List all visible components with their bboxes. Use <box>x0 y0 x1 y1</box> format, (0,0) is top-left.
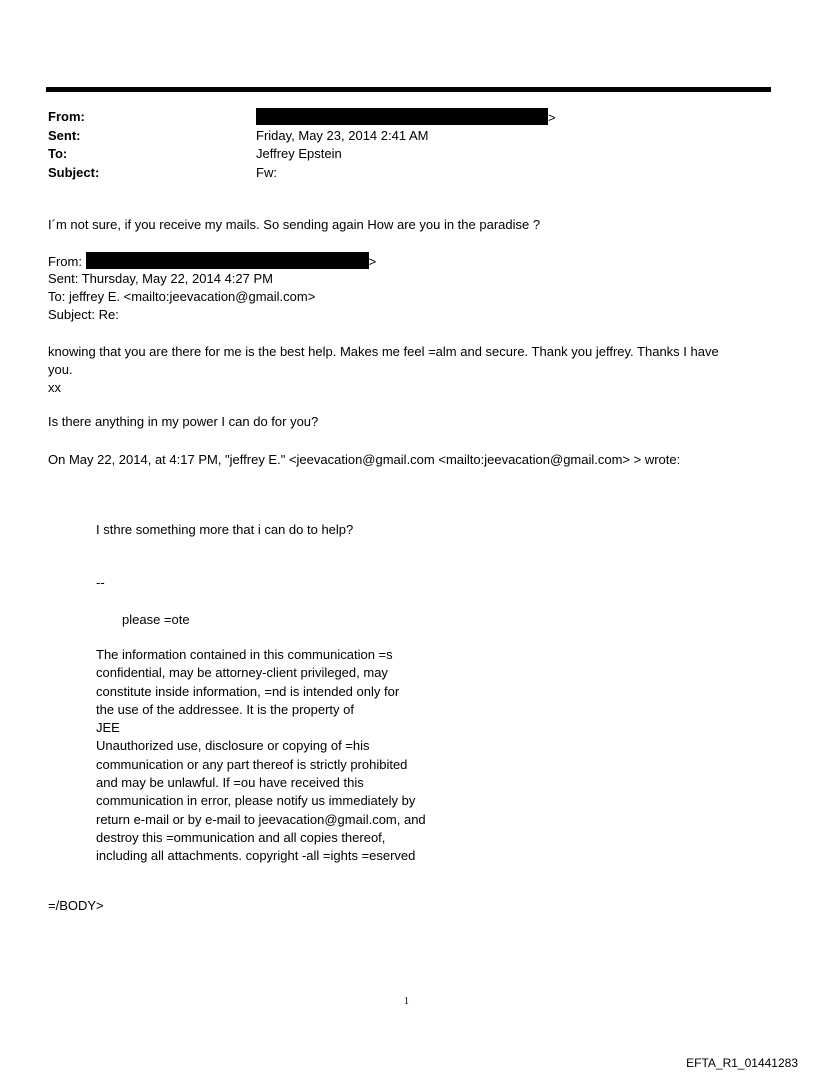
disclaimer-line: confidential, may be attorney-client privileged, may <box>96 665 388 681</box>
from-suffix: > <box>548 110 556 125</box>
disclaimer-block <box>96 646 426 866</box>
question-text: Is there anything in my power I can do for you? <box>48 414 319 429</box>
quoted-from <box>48 252 376 271</box>
disclaimer-line: destroy this =ommunication and all copies thereof, <box>96 829 386 845</box>
disclaimer-line: communication in error, please notify us immediately by <box>96 793 416 809</box>
sent-label: Sent: <box>48 127 81 143</box>
to-value: Jeffrey Epstein <box>256 146 342 161</box>
quoted-to: To: jeffrey E. <mailto:jeevacation@gmail.com> <box>48 289 316 304</box>
subject-value: Fw: <box>256 164 277 180</box>
page-number: 1 <box>404 996 409 1007</box>
quoted-from-suffix: > <box>368 254 377 269</box>
message-line: you. <box>48 362 73 377</box>
please-note: please =ote <box>122 612 190 627</box>
disclaimer-line: and may be unlawful. If =ou have received this <box>96 775 364 791</box>
from-label: From: <box>48 109 85 124</box>
disclaimer-line: return e-mail or by e-mail to jeevacation@gmail.com, and <box>96 811 426 827</box>
intro-text: I´m not sure, if you receive my mails. So sending again How are you in the paradise ? <box>48 217 541 232</box>
on-wrote-line: On May 22, 2014, at 4:17 PM, "jeffrey E." <jeevacation@gmail.com <mailto:jeevacation@gmail.com> > wrote: <box>48 452 681 467</box>
disclaimer-line: The information contained in this communication =s <box>96 647 393 662</box>
disclaimer-line: communication or any part thereof is strictly prohibited <box>96 756 408 772</box>
to-label: To: <box>48 146 68 161</box>
document-id: EFTA_R1_01441283 <box>686 1056 798 1070</box>
disclaimer-line: Unauthorized use, disclosure or copying of =his <box>96 738 370 754</box>
disclaimer-line: the use of the addressee. It is the property of <box>96 701 354 717</box>
message-line: knowing that you are there for me is the best help. Makes me feel =alm and secure. Thank you jeffrey. Thanks I have <box>48 344 719 359</box>
message-line: xx <box>48 380 61 395</box>
subject-label: Subject: <box>48 164 100 180</box>
disclaimer-line: including all attachments. copyright -all =ights =eserved <box>96 848 416 864</box>
disclaimer-line: JEE <box>96 720 120 736</box>
quoted-sent: Sent: Thursday, May 22, 2014 4:27 PM <box>48 271 273 286</box>
signature-separator: -- <box>96 575 105 590</box>
header-rule <box>46 87 771 92</box>
quoted-subject: Subject: Re: <box>48 307 119 322</box>
quoted-from-label: From: <box>48 254 82 269</box>
redaction-bar <box>256 108 548 125</box>
redaction-bar <box>86 252 369 269</box>
end-body-tag: =/BODY> <box>48 898 104 913</box>
disclaimer-line: constitute inside information, =nd is intended only for <box>96 683 400 699</box>
reply-text: I sthre something more that i can do to help? <box>96 522 354 537</box>
sent-value: Friday, May 23, 2014 2:41 AM <box>256 127 429 143</box>
